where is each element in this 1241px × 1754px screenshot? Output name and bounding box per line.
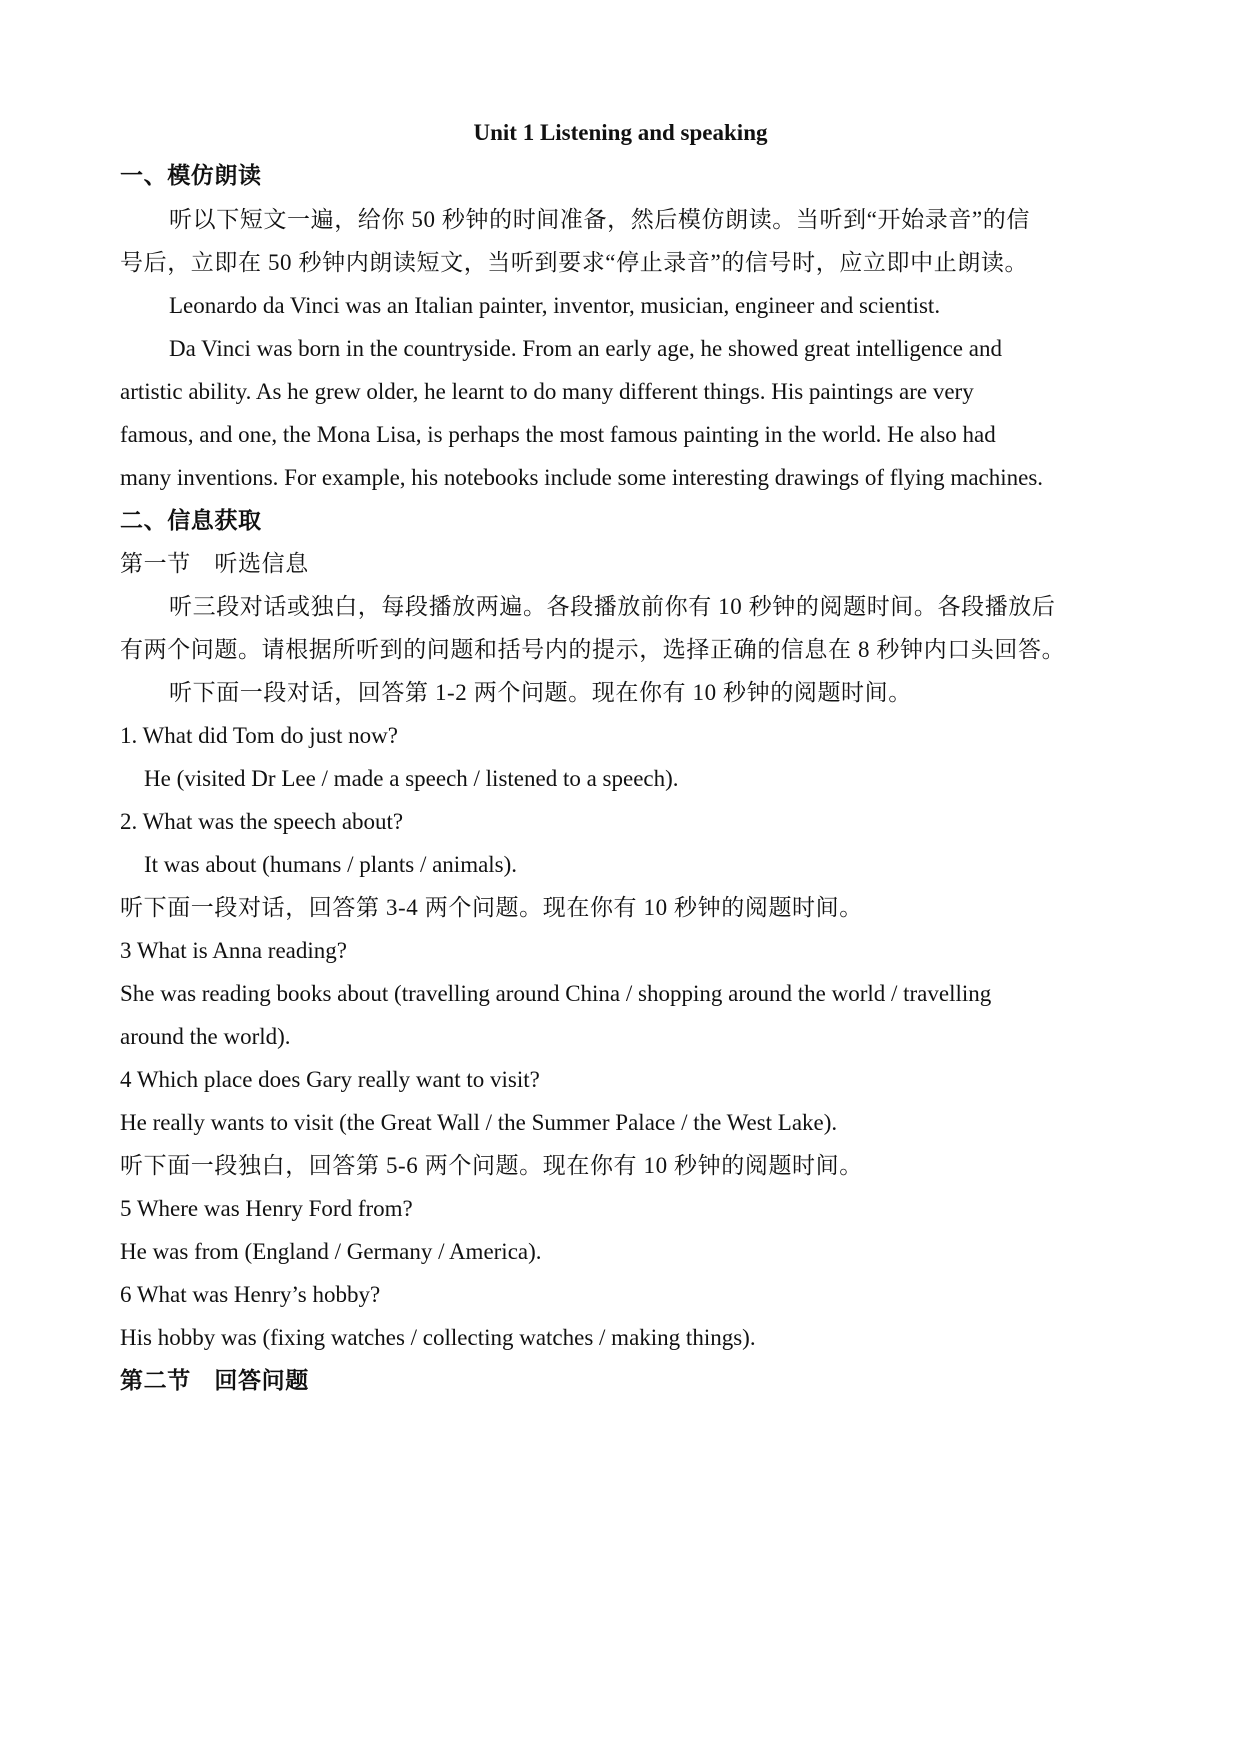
question: 4 Which place does Gary really want to visit? [120,1067,540,1092]
question: 1. What did Tom do just now? [120,723,398,748]
answer-options: She was reading books about (travelling around China / shopping around the world / travelling [120,981,992,1006]
answer-options: He really wants to visit (the Great Wall / the Summer Palace / the West Lake). [120,1110,838,1135]
passage-line: Leonardo da Vinci was an Italian painter, inventor, musician, engineer and scientist. [169,293,941,318]
part-title: 第一节 听选信息 [120,551,309,576]
passage-line: Da Vinci was born in the countryside. From an early age, he showed great intelligence and [169,336,1002,361]
answer-options: His hobby was (fixing watches / collecting watches / making things). [120,1325,756,1350]
answer-options: He (visited Dr Lee / made a speech / listened to a speech). [144,766,679,791]
passage-line: famous, and one, the Mona Lisa, is perhaps the most famous painting in the world. He also had [120,422,996,447]
instruction-text: 号后，立即在 50 秒钟内朗读短文，当听到要求“停止录音”的信号时，应立即中止朗读。 [120,250,1029,275]
dialog-intro: 听下面一段对话，回答第 1-2 两个问题。现在你有 10 秒钟的阅题时间。 [169,680,912,705]
section-heading-information: 二、信息获取 [120,508,262,533]
instruction-text: 有两个问题。请根据所听到的问题和括号内的提示，选择正确的信息在 8 秒钟内口头回答。 [120,637,1066,662]
section-heading-imitation-reading: 一、模仿朗读 [120,163,262,188]
monologue-intro: 听下面一段独白，回答第 5-6 两个问题。现在你有 10 秒钟的阅题时间。 [120,1153,863,1178]
question: 5 Where was Henry Ford from? [120,1196,413,1221]
instruction-text: 听三段对话或独白，每段播放两遍。各段播放前你有 10 秒钟的阅题时间。各段播放后 [169,594,1056,619]
question: 2. What was the speech about? [120,809,404,834]
part-title-answer-questions: 第二节 回答问题 [120,1368,309,1393]
passage-line: artistic ability. As he grew older, he learnt to do many different things. His paintings are very [120,379,974,404]
question: 3 What is Anna reading? [120,938,347,963]
answer-options: He was from (England / Germany / America). [120,1239,542,1264]
page-title: Unit 1 Listening and speaking [473,120,768,145]
answer-options: around the world). [120,1024,291,1049]
instruction-text: 听以下短文一遍，给你 50 秒钟的时间准备，然后模仿朗读。当听到“开始录音”的信 [169,207,1030,232]
question: 6 What was Henry’s hobby? [120,1282,381,1307]
passage-line: many inventions. For example, his notebooks include some interesting drawings of flying machines. [120,465,1044,490]
dialog-intro: 听下面一段对话，回答第 3-4 两个问题。现在你有 10 秒钟的阅题时间。 [120,895,863,920]
answer-options: It was about (humans / plants / animals). [144,852,518,877]
